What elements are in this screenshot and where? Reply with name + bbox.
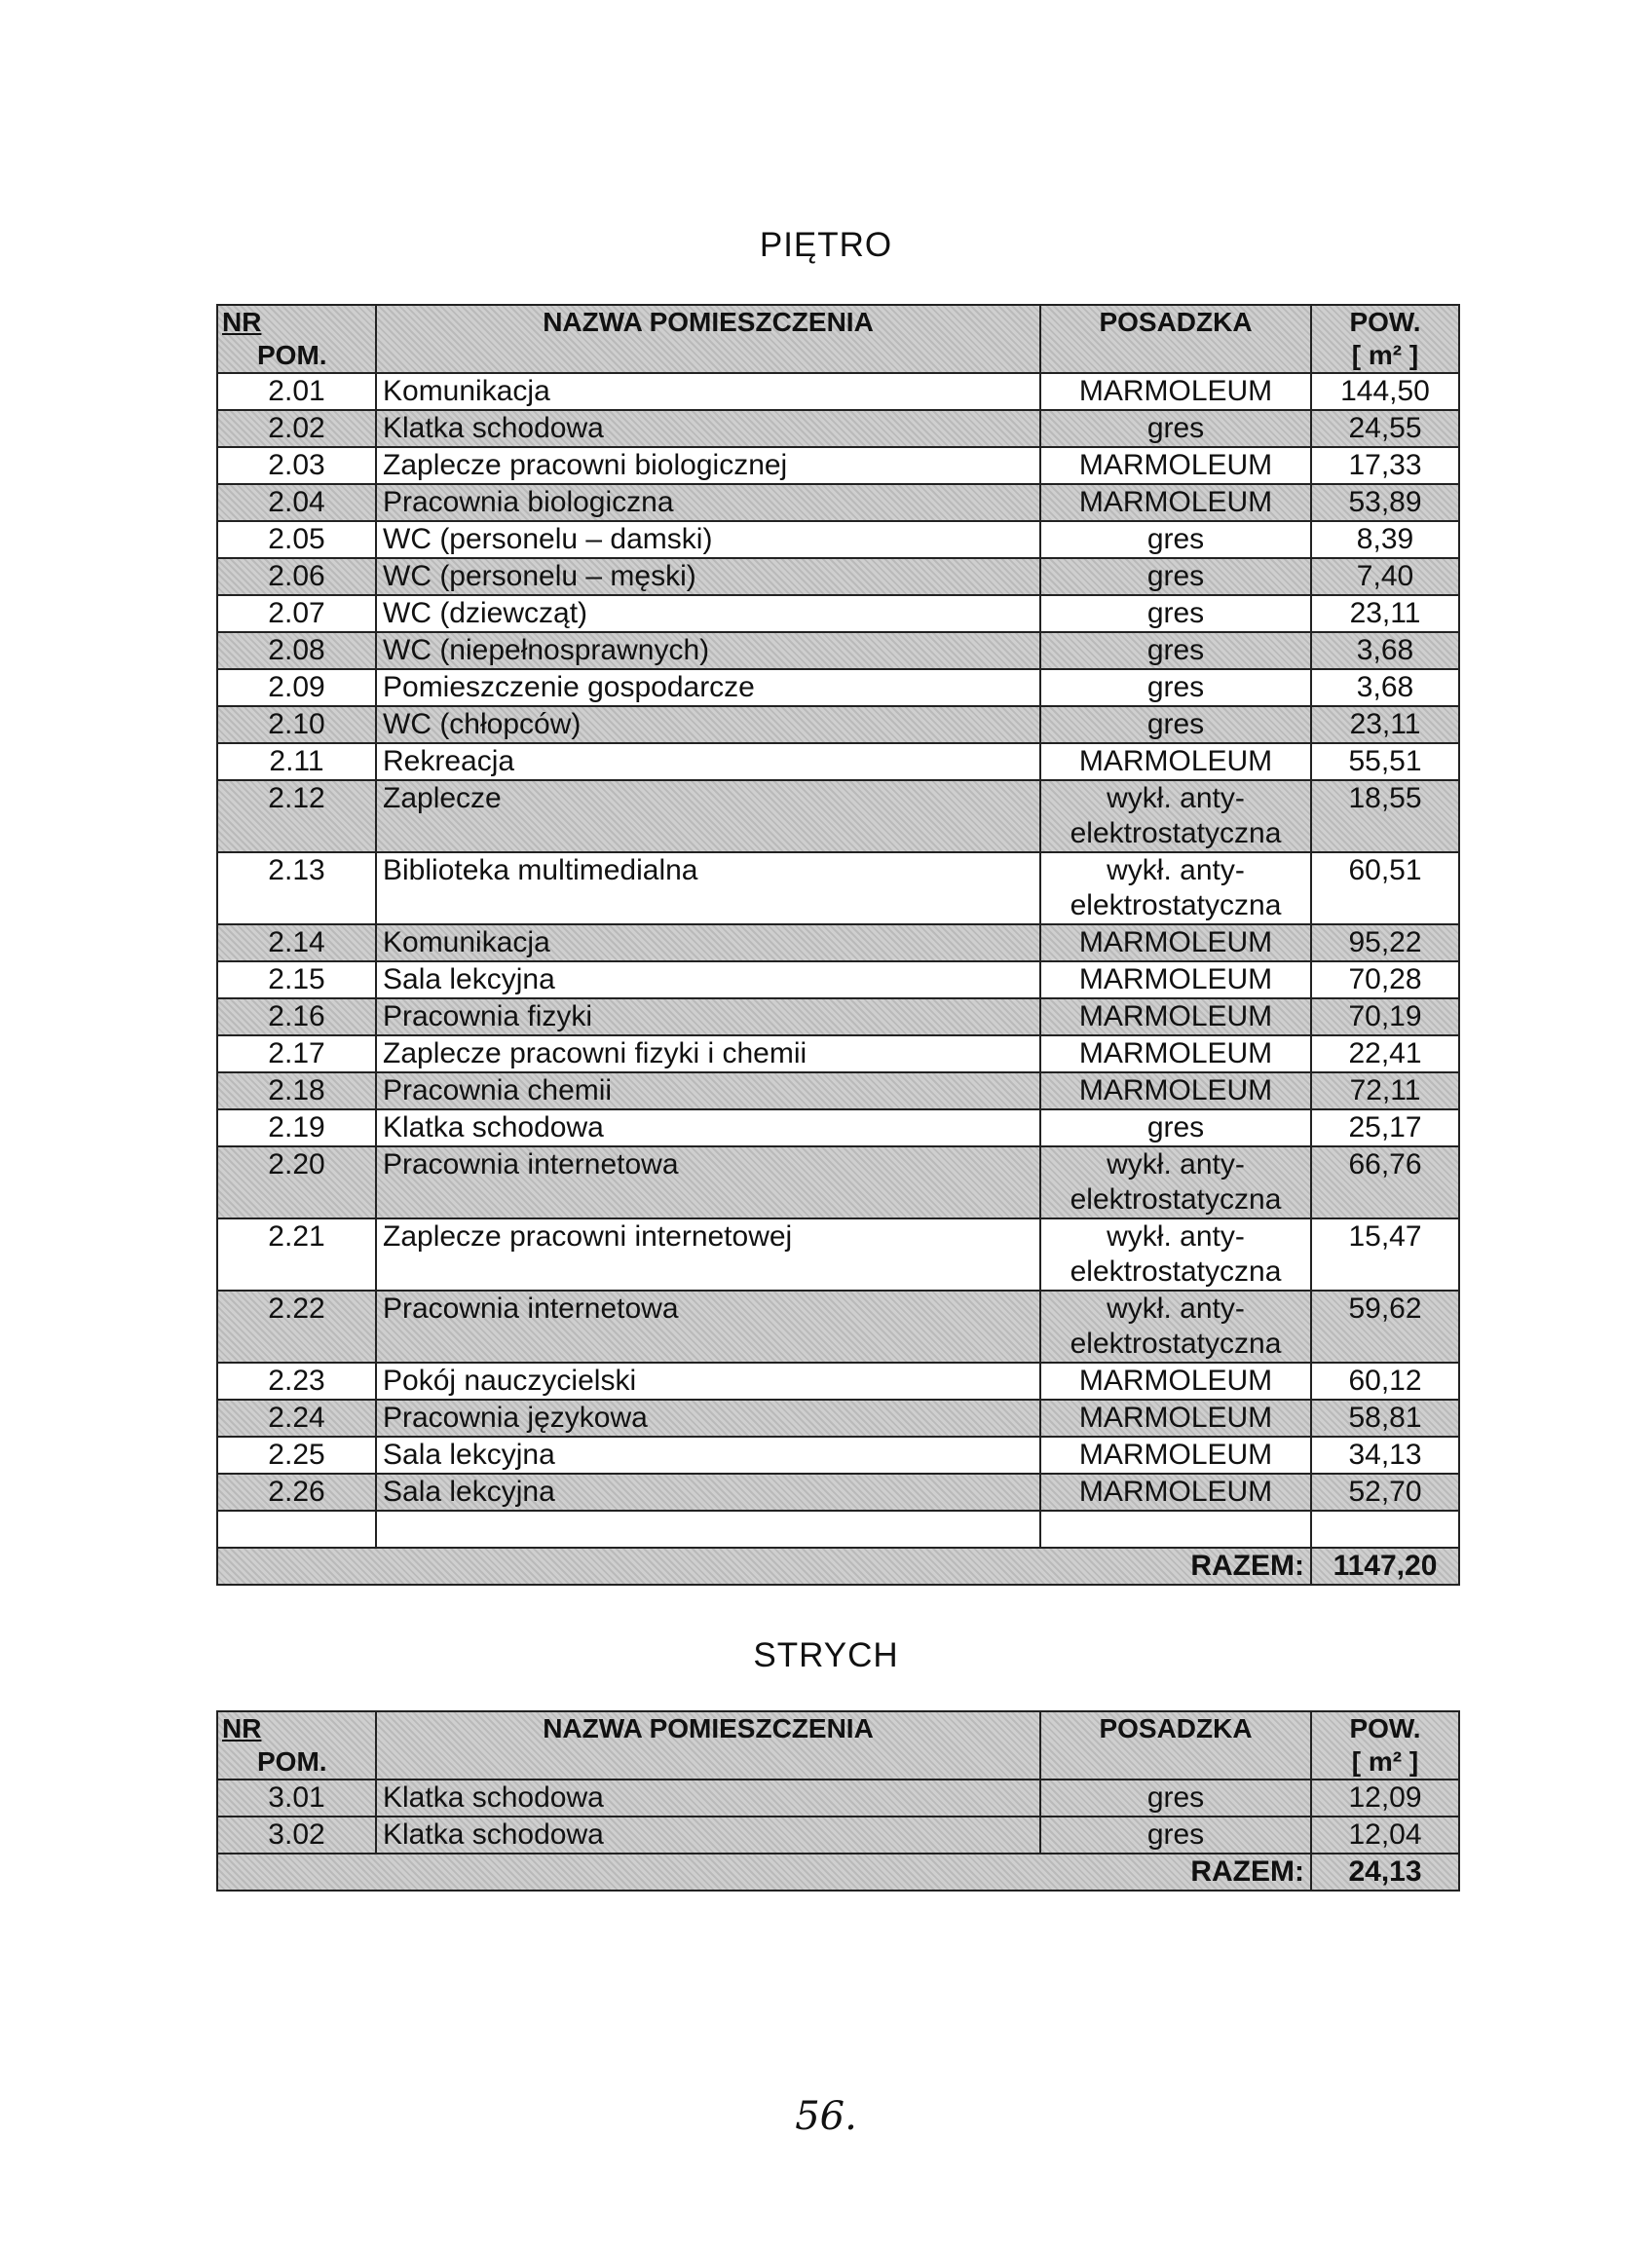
header-floor: POSADZKA (1040, 1711, 1311, 1780)
cell-floor: gres (1040, 1817, 1311, 1854)
header-nr: NR (222, 1713, 262, 1743)
cell-floor: gres (1040, 706, 1311, 743)
cell-floor: MARMOLEUM (1040, 1035, 1311, 1072)
cell-area: 58,81 (1311, 1400, 1459, 1437)
header-area-unit: [ m² ] (1351, 1746, 1419, 1777)
cell-floor: gres (1040, 1109, 1311, 1146)
cell-nr: 2.01 (217, 373, 376, 410)
cell-nr: 2.20 (217, 1146, 376, 1218)
cell-floor: MARMOLEUM (1040, 1474, 1311, 1511)
cell-empty (217, 1511, 376, 1548)
cell-name: WC (dziewcząt) (376, 595, 1040, 632)
cell-nr: 2.26 (217, 1474, 376, 1511)
table-row (217, 1363, 1459, 1400)
cell-name: Pracownia internetowa (376, 1291, 1040, 1363)
cell-nr: 2.19 (217, 1109, 376, 1146)
table-row (217, 1035, 1459, 1072)
cell-nr: 2.17 (217, 1035, 376, 1072)
cell-floor: MARMOLEUM (1040, 1363, 1311, 1400)
cell-area: 70,28 (1311, 961, 1459, 998)
header-area (1311, 305, 1459, 373)
cell-name: Pracownia językowa (376, 1400, 1040, 1437)
table-row (217, 447, 1459, 484)
cell-area: 7,40 (1311, 558, 1459, 595)
cell-nr: 2.25 (217, 1437, 376, 1474)
cell-name: Zaplecze pracowni fizyki i chemii (376, 1035, 1040, 1072)
cell-name: WC (niepełnosprawnych) (376, 632, 1040, 669)
table-row (217, 1218, 1459, 1291)
cell-name: Pracownia biologiczna (376, 484, 1040, 521)
blank-row (217, 1511, 1459, 1548)
cell-nr: 2.24 (217, 1400, 376, 1437)
cell-name: Sala lekcyjna (376, 1474, 1040, 1511)
cell-nr: 2.06 (217, 558, 376, 595)
cell-name: Pomieszczenie gospodarcze (376, 669, 1040, 706)
cell-nr: 2.16 (217, 998, 376, 1035)
cell-nr: 2.12 (217, 780, 376, 852)
cell-name: Zaplecze pracowni internetowej (376, 1218, 1040, 1291)
cell-nr: 2.08 (217, 632, 376, 669)
section-title-pietro: PIĘTRO (759, 226, 893, 264)
table-row (217, 484, 1459, 521)
cell-floor: MARMOLEUM (1040, 484, 1311, 521)
cell-nr: 2.21 (217, 1218, 376, 1291)
cell-area: 72,11 (1311, 1072, 1459, 1109)
cell-floor: MARMOLEUM (1040, 1072, 1311, 1109)
table-row (217, 632, 1459, 669)
cell-nr: 2.23 (217, 1363, 376, 1400)
cell-name: Rekreacja (376, 743, 1040, 780)
table-row (217, 1072, 1459, 1109)
table-row (217, 1780, 1459, 1817)
table-row (217, 852, 1459, 924)
table-header-row (217, 1711, 1459, 1780)
cell-floor: gres (1040, 1780, 1311, 1817)
cell-nr: 3.01 (217, 1780, 376, 1817)
cell-nr: 2.13 (217, 852, 376, 924)
cell-area: 34,13 (1311, 1437, 1459, 1474)
cell-name: Pracownia fizyki (376, 998, 1040, 1035)
rooms-table-pietro (216, 304, 1460, 1586)
rooms-table-strych (216, 1710, 1460, 1892)
table-row (217, 780, 1459, 852)
header-pom: POM. (257, 1746, 327, 1777)
cell-area: 24,55 (1311, 410, 1459, 447)
cell-empty (1311, 1511, 1459, 1548)
table-row (217, 961, 1459, 998)
table-row (217, 924, 1459, 961)
cell-area: 12,09 (1311, 1780, 1459, 1817)
cell-area: 53,89 (1311, 484, 1459, 521)
cell-area: 25,17 (1311, 1109, 1459, 1146)
cell-floor: wykł. anty-elektrostatyczna (1040, 1146, 1311, 1218)
cell-floor: MARMOLEUM (1040, 373, 1311, 410)
table-row (217, 595, 1459, 632)
cell-area: 3,68 (1311, 632, 1459, 669)
cell-name: Zaplecze (376, 780, 1040, 852)
cell-area: 70,19 (1311, 998, 1459, 1035)
cell-floor: MARMOLEUM (1040, 998, 1311, 1035)
header-name: NAZWA POMIESZCZENIA (376, 305, 1040, 373)
cell-name: WC (chłopców) (376, 706, 1040, 743)
cell-floor: gres (1040, 521, 1311, 558)
cell-area: 60,12 (1311, 1363, 1459, 1400)
cell-floor: wykł. anty-elektrostatyczna (1040, 1218, 1311, 1291)
table-row (217, 1400, 1459, 1437)
cell-name: Pracownia internetowa (376, 1146, 1040, 1218)
table-row (217, 1474, 1459, 1511)
cell-floor: gres (1040, 595, 1311, 632)
header-name: NAZWA POMIESZCZENIA (376, 1711, 1040, 1780)
cell-area: 18,55 (1311, 780, 1459, 852)
cell-name: Pokój nauczycielski (376, 1363, 1040, 1400)
table-row (217, 743, 1459, 780)
table-row (217, 1437, 1459, 1474)
cell-area: 17,33 (1311, 447, 1459, 484)
total-label: RAZEM: (217, 1854, 1311, 1891)
cell-area: 23,11 (1311, 595, 1459, 632)
cell-floor: gres (1040, 669, 1311, 706)
table-row (217, 1291, 1459, 1363)
section-title-strych: STRYCH (753, 1636, 899, 1674)
cell-name: Klatka schodowa (376, 1780, 1040, 1817)
cell-floor: wykł. anty-elektrostatyczna (1040, 780, 1311, 852)
cell-nr: 2.18 (217, 1072, 376, 1109)
cell-area: 60,51 (1311, 852, 1459, 924)
cell-area: 3,68 (1311, 669, 1459, 706)
header-area (1311, 1711, 1459, 1780)
table-row (217, 998, 1459, 1035)
cell-floor: MARMOLEUM (1040, 961, 1311, 998)
header-nr-pom (217, 1711, 376, 1780)
cell-nr: 2.15 (217, 961, 376, 998)
cell-area: 52,70 (1311, 1474, 1459, 1511)
cell-area: 22,41 (1311, 1035, 1459, 1072)
cell-area: 66,76 (1311, 1146, 1459, 1218)
table-row (217, 1109, 1459, 1146)
cell-name: Komunikacja (376, 924, 1040, 961)
cell-area: 59,62 (1311, 1291, 1459, 1363)
cell-empty (376, 1511, 1040, 1548)
cell-floor: MARMOLEUM (1040, 924, 1311, 961)
cell-nr: 2.11 (217, 743, 376, 780)
cell-area: 55,51 (1311, 743, 1459, 780)
cell-name: Klatka schodowa (376, 1817, 1040, 1854)
cell-nr: 2.05 (217, 521, 376, 558)
header-area-label: POW. (1349, 1713, 1421, 1743)
cell-floor: gres (1040, 632, 1311, 669)
cell-floor: MARMOLEUM (1040, 1437, 1311, 1474)
table-row (217, 373, 1459, 410)
cell-area: 15,47 (1311, 1218, 1459, 1291)
cell-nr: 2.07 (217, 595, 376, 632)
cell-name: Biblioteka multimedialna (376, 852, 1040, 924)
total-value: 24,13 (1311, 1854, 1459, 1891)
header-nr: NR (222, 307, 262, 337)
header-nr-pom (217, 305, 376, 373)
table-row (217, 1817, 1459, 1854)
table-row (217, 410, 1459, 447)
cell-floor: MARMOLEUM (1040, 743, 1311, 780)
header-area-label: POW. (1349, 307, 1421, 337)
cell-name: Pracownia chemii (376, 1072, 1040, 1109)
header-floor: POSADZKA (1040, 305, 1311, 373)
cell-floor: gres (1040, 558, 1311, 595)
total-row (217, 1854, 1459, 1891)
table-row (217, 669, 1459, 706)
header-area-unit: [ m² ] (1351, 340, 1419, 370)
total-row (217, 1548, 1459, 1585)
cell-area: 95,22 (1311, 924, 1459, 961)
header-pom: POM. (257, 340, 327, 370)
cell-floor: MARMOLEUM (1040, 1400, 1311, 1437)
cell-nr: 2.02 (217, 410, 376, 447)
total-value: 1147,20 (1311, 1548, 1459, 1585)
cell-area: 8,39 (1311, 521, 1459, 558)
cell-area: 12,04 (1311, 1817, 1459, 1854)
cell-area: 144,50 (1311, 373, 1459, 410)
cell-floor: wykł. anty-elektrostatyczna (1040, 852, 1311, 924)
cell-area: 23,11 (1311, 706, 1459, 743)
cell-nr: 2.22 (217, 1291, 376, 1363)
cell-nr: 2.03 (217, 447, 376, 484)
cell-nr: 2.04 (217, 484, 376, 521)
cell-nr: 3.02 (217, 1817, 376, 1854)
table-row (217, 1146, 1459, 1218)
total-label: RAZEM: (217, 1548, 1311, 1585)
cell-name: Sala lekcyjna (376, 1437, 1040, 1474)
cell-name: WC (personelu – damski) (376, 521, 1040, 558)
cell-name: Komunikacja (376, 373, 1040, 410)
cell-name: Klatka schodowa (376, 410, 1040, 447)
cell-name: Klatka schodowa (376, 1109, 1040, 1146)
table-row (217, 558, 1459, 595)
cell-nr: 2.10 (217, 706, 376, 743)
cell-name: WC (personelu – męski) (376, 558, 1040, 595)
cell-floor: gres (1040, 410, 1311, 447)
cell-name: Zaplecze pracowni biologicznej (376, 447, 1040, 484)
table-header-row (217, 305, 1459, 373)
table-row (217, 521, 1459, 558)
cell-empty (1040, 1511, 1311, 1548)
page-number: 56. (795, 2094, 857, 2139)
cell-nr: 2.14 (217, 924, 376, 961)
table-row (217, 706, 1459, 743)
cell-floor: MARMOLEUM (1040, 447, 1311, 484)
cell-name: Sala lekcyjna (376, 961, 1040, 998)
cell-floor: wykł. anty-elektrostatyczna (1040, 1291, 1311, 1363)
cell-nr: 2.09 (217, 669, 376, 706)
